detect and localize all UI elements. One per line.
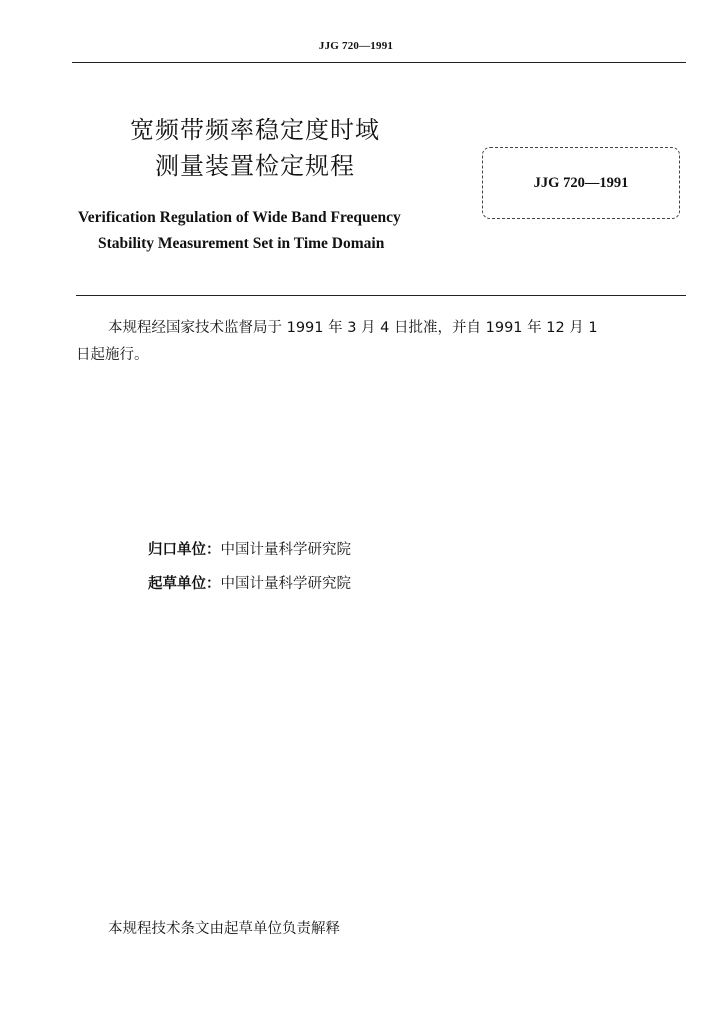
drafting-unit-label: 起草单位： [148,576,221,592]
title-english-line-2: Stability Measurement Set in Time Domain [98,235,385,252]
drafting-unit-row [148,572,351,593]
interpretation-note: 本规程技术条文由起草单位负责解释 [108,921,340,937]
approval-text-line-1: 本规程经国家技术监督局于 1991 年 3 月 4 日批准，并自 1991 年 12 月 1 [108,320,598,336]
standard-code-box-text: JJG 720—1991 [533,174,629,191]
header-rule [72,62,686,63]
drafting-unit-value: 中国计量科学研究院 [220,576,351,592]
title-english-line-1: Verification Regulation of Wide Band Frequency [78,209,401,226]
standard-code-box [482,147,680,219]
approval-text-line-2: 日起施行。 [76,347,149,363]
responsible-unit-value: 中国计量科学研究院 [220,542,351,558]
title-chinese-line-2: 测量装置检定规程 [155,152,355,180]
header-standard-code: JJG 720—1991 [318,40,394,52]
title-chinese-line-1: 宽频带频率稳定度时域 [130,116,380,144]
responsible-unit-row [148,538,351,559]
section-rule [76,295,686,296]
responsible-unit-label: 归口单位： [148,542,221,558]
